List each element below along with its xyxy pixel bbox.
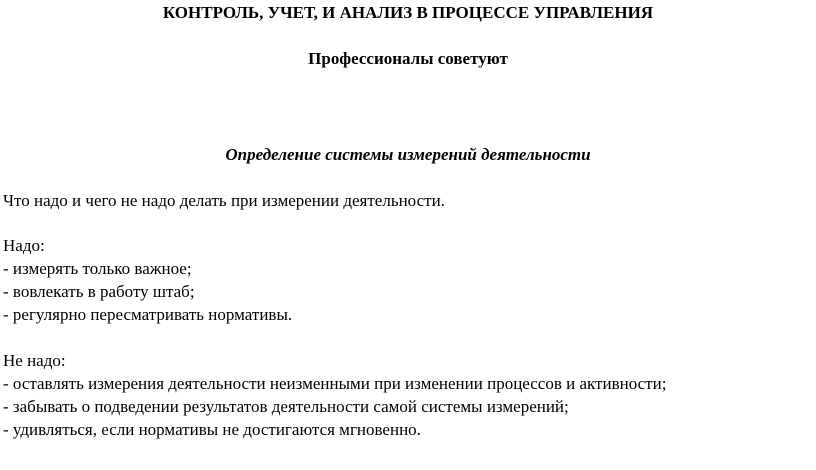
document-title: КОНТРОЛЬ, УЧЕТ, И АНАЛИЗ В ПРОЦЕССЕ УПРАВЛЕНИЯ	[162, 3, 654, 22]
do-item: - измерять только важное;	[3, 259, 192, 278]
document-subtitle: Профессионалы советуют	[308, 49, 508, 68]
dont-list	[3, 349, 666, 441]
do-heading: Надо:	[3, 236, 45, 255]
dont-heading: Не надо:	[3, 351, 66, 370]
intro-paragraph: Что надо и чего не надо делать при измерении деятельности.	[3, 191, 445, 210]
do-item: - вовлекать в работу штаб;	[3, 282, 195, 301]
dont-item: - оставлять измерения деятельности неизменными при изменении процессов и активности;	[3, 374, 667, 393]
do-list	[3, 234, 292, 326]
do-item: - регулярно пересматривать нормативы.	[3, 305, 293, 324]
dont-item: - удивляться, если нормативы не достигаются мгновенно.	[3, 420, 421, 439]
section-heading: Определение системы измерений деятельности	[225, 145, 591, 164]
dont-item: - забывать о подведении результатов деятельности самой системы измерений;	[3, 397, 569, 416]
